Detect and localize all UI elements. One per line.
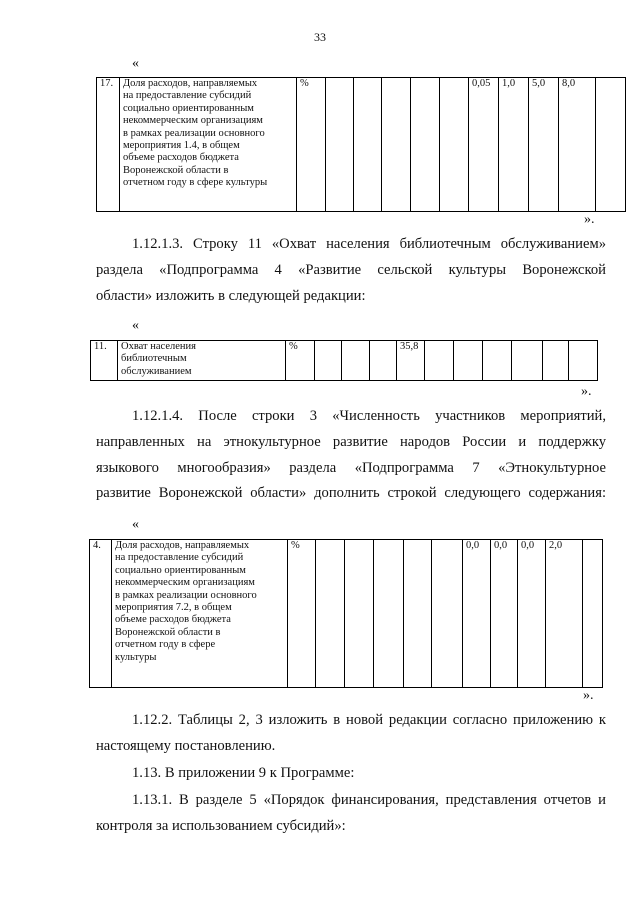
value-cell [411,78,440,212]
value-cell: 8,0 [559,78,596,212]
indicator-description: Доля расходов, направляемых на предоставление субсидий социально ориентированным некоммерческим организациям в рамках реализации основного мероприятия 1.4, в общем объеме расходов бюджета Воронежской области в отчетном году в сфере культуры [120,78,297,212]
row-number: 4. [90,540,112,688]
open-quote: « [132,56,139,71]
value-cell [374,540,404,688]
page-number: 33 [314,30,326,44]
value-cell [382,78,411,212]
value-cell [315,341,342,381]
value-cell [432,540,463,688]
value-cell [440,78,469,212]
row-number: 17. [97,78,120,212]
unit-cell: % [297,78,326,212]
value-cell: 1,0 [499,78,529,212]
value-cell: 0,0 [491,540,518,688]
table-row-17 [96,77,626,212]
value-cell [596,78,626,212]
close-quote: ». [583,688,594,703]
paragraph-1-13-1: 1.13.1. В разделе 5 «Порядок финансирования, представления отчетов и контроля за использованием субсидий»: [96,792,606,834]
paragraph-1-12-2: 1.12.2. Таблицы 2, 3 изложить в новой редакции согласно приложению к настоящему постановлению. [96,712,606,754]
value-cell [342,341,370,381]
paragraph-1-12-1-3: 1.12.1.3. Строку 11 «Охват населения библиотечным обслуживанием» раздела «Подпрограмма 4 «Развитие сельской культуры Воронежской области» изложить в следующей редакции: [96,236,606,304]
value-cell [454,341,483,381]
unit-cell: % [288,540,316,688]
close-quote: ». [584,212,595,227]
value-cell [583,540,603,688]
value-cell [569,341,598,381]
value-cell [326,78,354,212]
value-cell: 5,0 [529,78,559,212]
indicator-description: Доля расходов, направляемых на предоставление субсидий социально ориентированным некоммерческим организациям в рамках реализации основного мероприятия 7.2, в общем объеме расходов бюджета Воронежской области в отчетном году в сфере культуры [112,540,288,688]
value-cell [404,540,432,688]
value-cell [345,540,374,688]
value-cell [425,341,454,381]
value-cell: 0,0 [518,540,546,688]
open-quote: « [132,517,139,532]
value-cell [512,341,543,381]
value-cell: 35,8 [397,341,425,381]
open-quote: « [132,318,139,333]
unit-cell: % [286,341,315,381]
value-cell: 0,05 [469,78,499,212]
value-cell [543,341,569,381]
value-cell [483,341,512,381]
value-cell: 2,0 [546,540,583,688]
table-row-4 [89,539,603,688]
paragraph-1-13: 1.13. В приложении 9 к Программе: [132,765,355,781]
value-cell: 0,0 [463,540,491,688]
value-cell [370,341,397,381]
value-cell [354,78,382,212]
indicator-description: Охват населения библиотечным обслуживанием [118,341,286,381]
table-row-11 [90,340,598,381]
row-number: 11. [91,341,118,381]
close-quote: ». [581,384,592,399]
value-cell [316,540,345,688]
paragraph-1-12-1-4: 1.12.1.4. После строки 3 «Численность участников мероприятий, направленных на этнокультурное развитие народов России и поддержку языкового многообразия» раздела «Подпрограмма 7 «Этнокультурное развитие Воронежской области» дополнить строкой следующего содержания: [96,408,606,502]
